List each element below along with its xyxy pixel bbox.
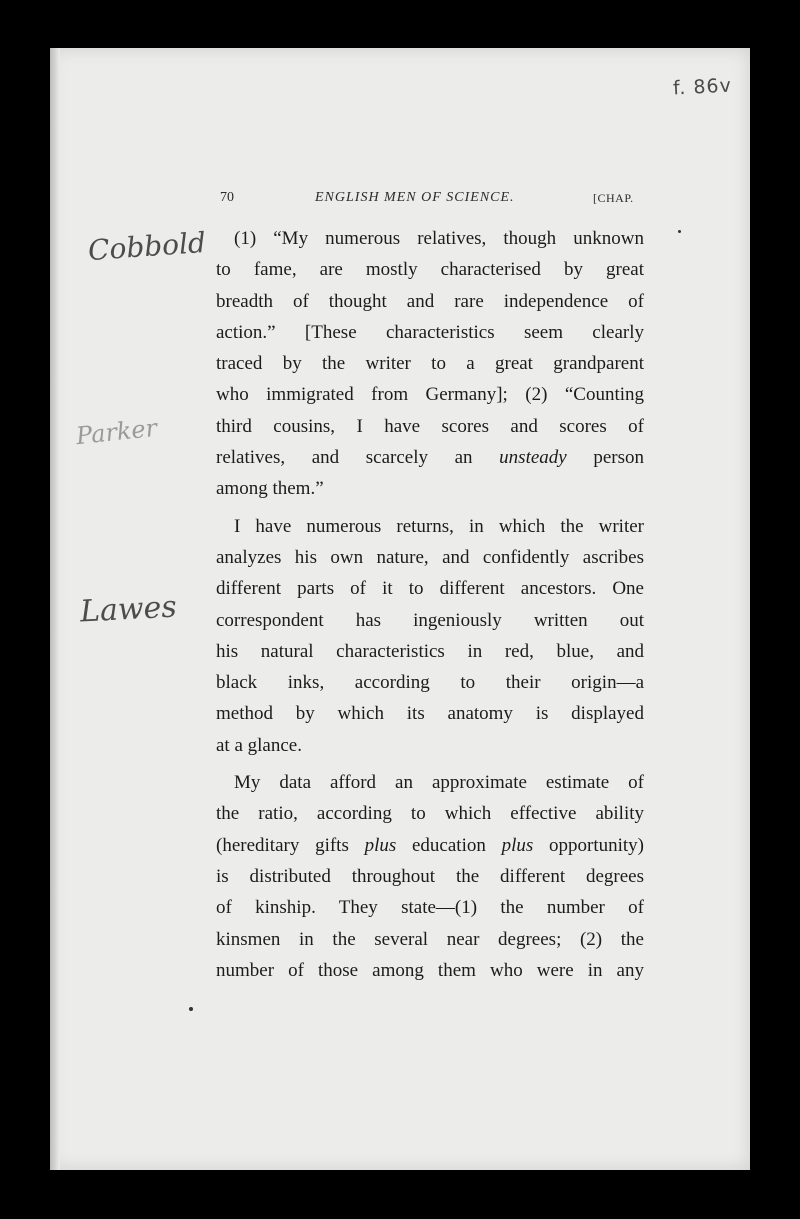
text-fragment: education bbox=[396, 834, 502, 856]
text-line: the ratio, according to which effective ability bbox=[216, 803, 644, 825]
text-fragment: opportunity) bbox=[533, 834, 645, 856]
text-line bbox=[216, 830, 644, 861]
text-line: black inks, according to their origin—a bbox=[216, 672, 644, 694]
text-line: third cousins, I have scores and scores of bbox=[216, 415, 644, 437]
text-line: who immigrated from Germany]; (2) “Counting bbox=[216, 384, 644, 406]
text-line: traced by the writer to a great grandparent bbox=[216, 353, 644, 375]
text-line: number of those among them who were in any bbox=[216, 959, 644, 981]
paper-speck bbox=[678, 230, 681, 233]
text-line: action.” [These characteristics seem clearly bbox=[216, 321, 644, 343]
body-text bbox=[216, 223, 644, 986]
text-fragment: (hereditary gifts bbox=[216, 834, 365, 856]
text-line: kinsmen in the several near degrees; (2) the bbox=[216, 928, 644, 950]
text-line: of kinship. They state—(1) the number of bbox=[216, 897, 644, 919]
text-line: his natural characteristics in red, blue, and bbox=[216, 640, 644, 662]
italic-word: plus bbox=[501, 834, 534, 856]
text-fragment: person bbox=[566, 447, 644, 469]
page-number: 70 bbox=[220, 190, 234, 205]
italic-word: plus bbox=[364, 834, 397, 856]
text-line: My data afford an approximate estimate of bbox=[234, 772, 644, 794]
text-line: correspondent has ingeniously written out bbox=[216, 609, 644, 631]
running-head bbox=[220, 190, 652, 214]
text-line bbox=[216, 442, 644, 473]
folio-annotation: f. 86v bbox=[672, 74, 733, 100]
italic-word: unsteady bbox=[499, 447, 567, 469]
text-line: (1) “My numerous relatives, though unknown bbox=[234, 228, 644, 249]
page-gutter-shadow bbox=[50, 48, 60, 1170]
chapter-mark: [CHAP. bbox=[593, 191, 634, 205]
book-title: ENGLISH MEN OF SCIENCE. bbox=[315, 190, 515, 205]
text-line: I have numerous returns, in which the writer bbox=[234, 515, 644, 537]
text-line: at a glance. bbox=[216, 734, 302, 756]
text-line: to fame, are mostly characterised by great bbox=[216, 259, 644, 281]
text-line: method by which its anatomy is displayed bbox=[216, 703, 644, 725]
margin-note-cobbold: Cobbold bbox=[86, 225, 207, 268]
text-line: analyzes his own nature, and confidently ascribes bbox=[216, 546, 644, 568]
text-fragment: relatives, and scarcely an bbox=[216, 447, 500, 469]
margin-note-parker: Parker bbox=[74, 413, 159, 451]
text-line: among them.” bbox=[216, 478, 324, 500]
text-line: different parts of it to different ancestors. One bbox=[216, 578, 644, 600]
text-line: breadth of thought and rare independence of bbox=[216, 290, 644, 312]
text-line: is distributed throughout the different degrees bbox=[216, 865, 644, 887]
paper-speck bbox=[189, 1007, 193, 1011]
margin-note-lawes: Lawes bbox=[79, 589, 178, 630]
